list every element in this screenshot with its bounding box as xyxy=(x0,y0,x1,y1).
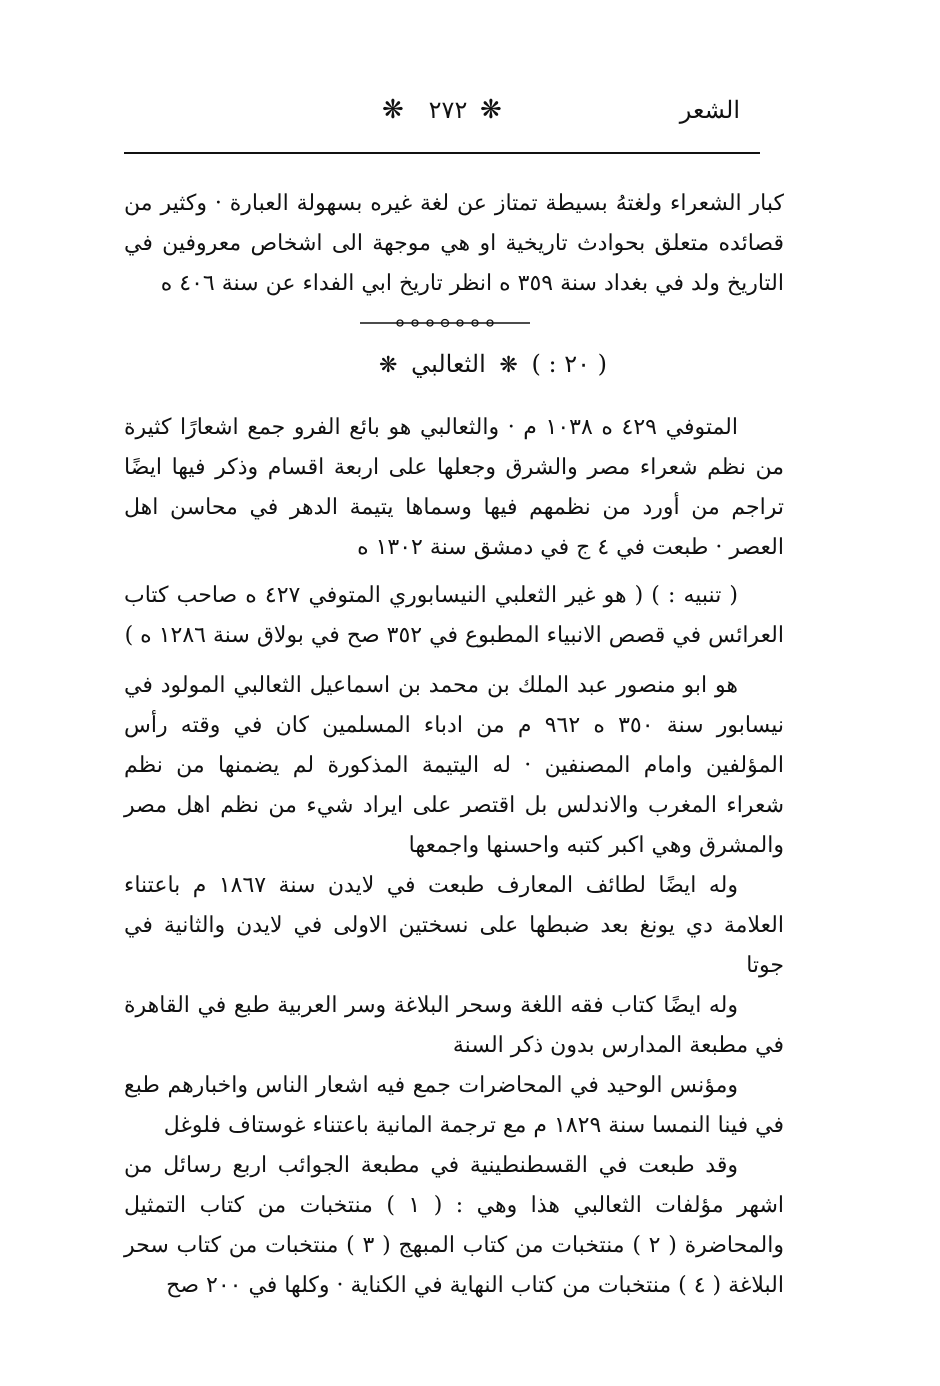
paragraph: وله ايضًا لطائف المعارف طبعت في لايدن سنة ١٨٦٧ م باعتناء العلامة دي يونغ بعد ضبطها على نسختين الاولى في لايدن والثانية في جوتا xyxy=(124,873,784,978)
paragraph: هو ابو منصور عبد الملك بن محمد بن اسماعيل الثعالبي المولود في نيسابور سنة ٣٥٠ ه ٩٦٢ م من ادباء المسلمين كان في وقته رأس المؤلفين وامام المصنفين · له اليتيمة المذكورة لم يضمنها من نظم شعراء المغرب والاندلس بل اقتصر على ايراد شيء من نظم اهل مصر والمشرق وهي اكبر كتبه واحسنها واجمعها xyxy=(124,673,784,858)
paragraph: ومؤنس الوحيد في المحاضرات جمع فيه اشعار الناس واخبارهم طبع في فينا النمسا سنة ١٨٢٩ م مع ترجمة المانية باعتناء غوستاف فلوغل xyxy=(124,1073,784,1138)
intro-text: كبار الشعراء ولغتهُ بسيطة تمتاز عن لغة غيره بسهولة العبارة · وكثير من قصائده متعلق بحوادث تاريخية او هي موجهة الى اشخاص معروفين في التاريخ ولد في بغداد سنة ٣٥٩ ه انظر تاريخ ابي الفداء عن سنة ٤٠٦ ه xyxy=(124,191,784,296)
ornament-icon: ❋ xyxy=(480,95,502,125)
running-title: الشعر xyxy=(679,96,740,124)
section-heading xyxy=(360,348,620,382)
page-number: ٢٧٢ xyxy=(428,96,468,124)
section-number: ( ٢٠ : ) xyxy=(531,350,607,378)
section-title: الثعالبي xyxy=(411,350,486,378)
ornament-icon: ❋ xyxy=(382,95,404,125)
body-text xyxy=(124,408,784,1306)
paragraph: المتوفي ٤٢٩ ه ١٠٣٨ م · والثعالبي هو بائع الفرو جمع اشعارًا كثيرة من نظم شعراء مصر والشرق وجعلها على اربعة اقسام وذكر فيها ايضًا تراجم من أورد من نظمهم فيها وسماها يتيمة الدهر في محاسن اهل العصر · طبعت في ٤ ج في دمشق سنة ١٣٠٢ ه xyxy=(124,415,784,560)
star-ornament-icon: ❋ xyxy=(499,353,518,378)
paragraph: وقد طبعت في القسطنطينية في مطبعة الجوائب اربع رسائل من اشهر مؤلفات الثعالبي هذا وهي : ( ١ ) منتخبات من كتاب التمثيل والمحاضرة ( ٢ ) منتخبات من كتاب المبهج ( ٣ ) منتخبات من كتاب سحر البلاغة ( ٤ ) منتخبات من كتاب النهاية في الكناية · وكلها في ٢٠٠ صح xyxy=(124,1153,784,1298)
divider-ornament-icon xyxy=(360,318,530,328)
intro-paragraph xyxy=(124,184,784,304)
header-rule xyxy=(124,152,760,154)
note-paragraph: ( تنبيه : ) ( هو غير الثعلبي النيسابوري المتوفي ٤٢٧ ه صاحب كتاب العرائس في قصص الانبياء المطبوع في ٣٥٢ صح في بولاق سنة ١٢٨٦ ه ) xyxy=(124,583,784,648)
paragraph: وله ايضًا كتاب فقه اللغة وسحر البلاغة وسر العربية طبع في القاهرة في مطبعة المدارس بدون ذكر السنة xyxy=(124,993,784,1058)
star-ornament-icon: ❋ xyxy=(379,353,398,378)
